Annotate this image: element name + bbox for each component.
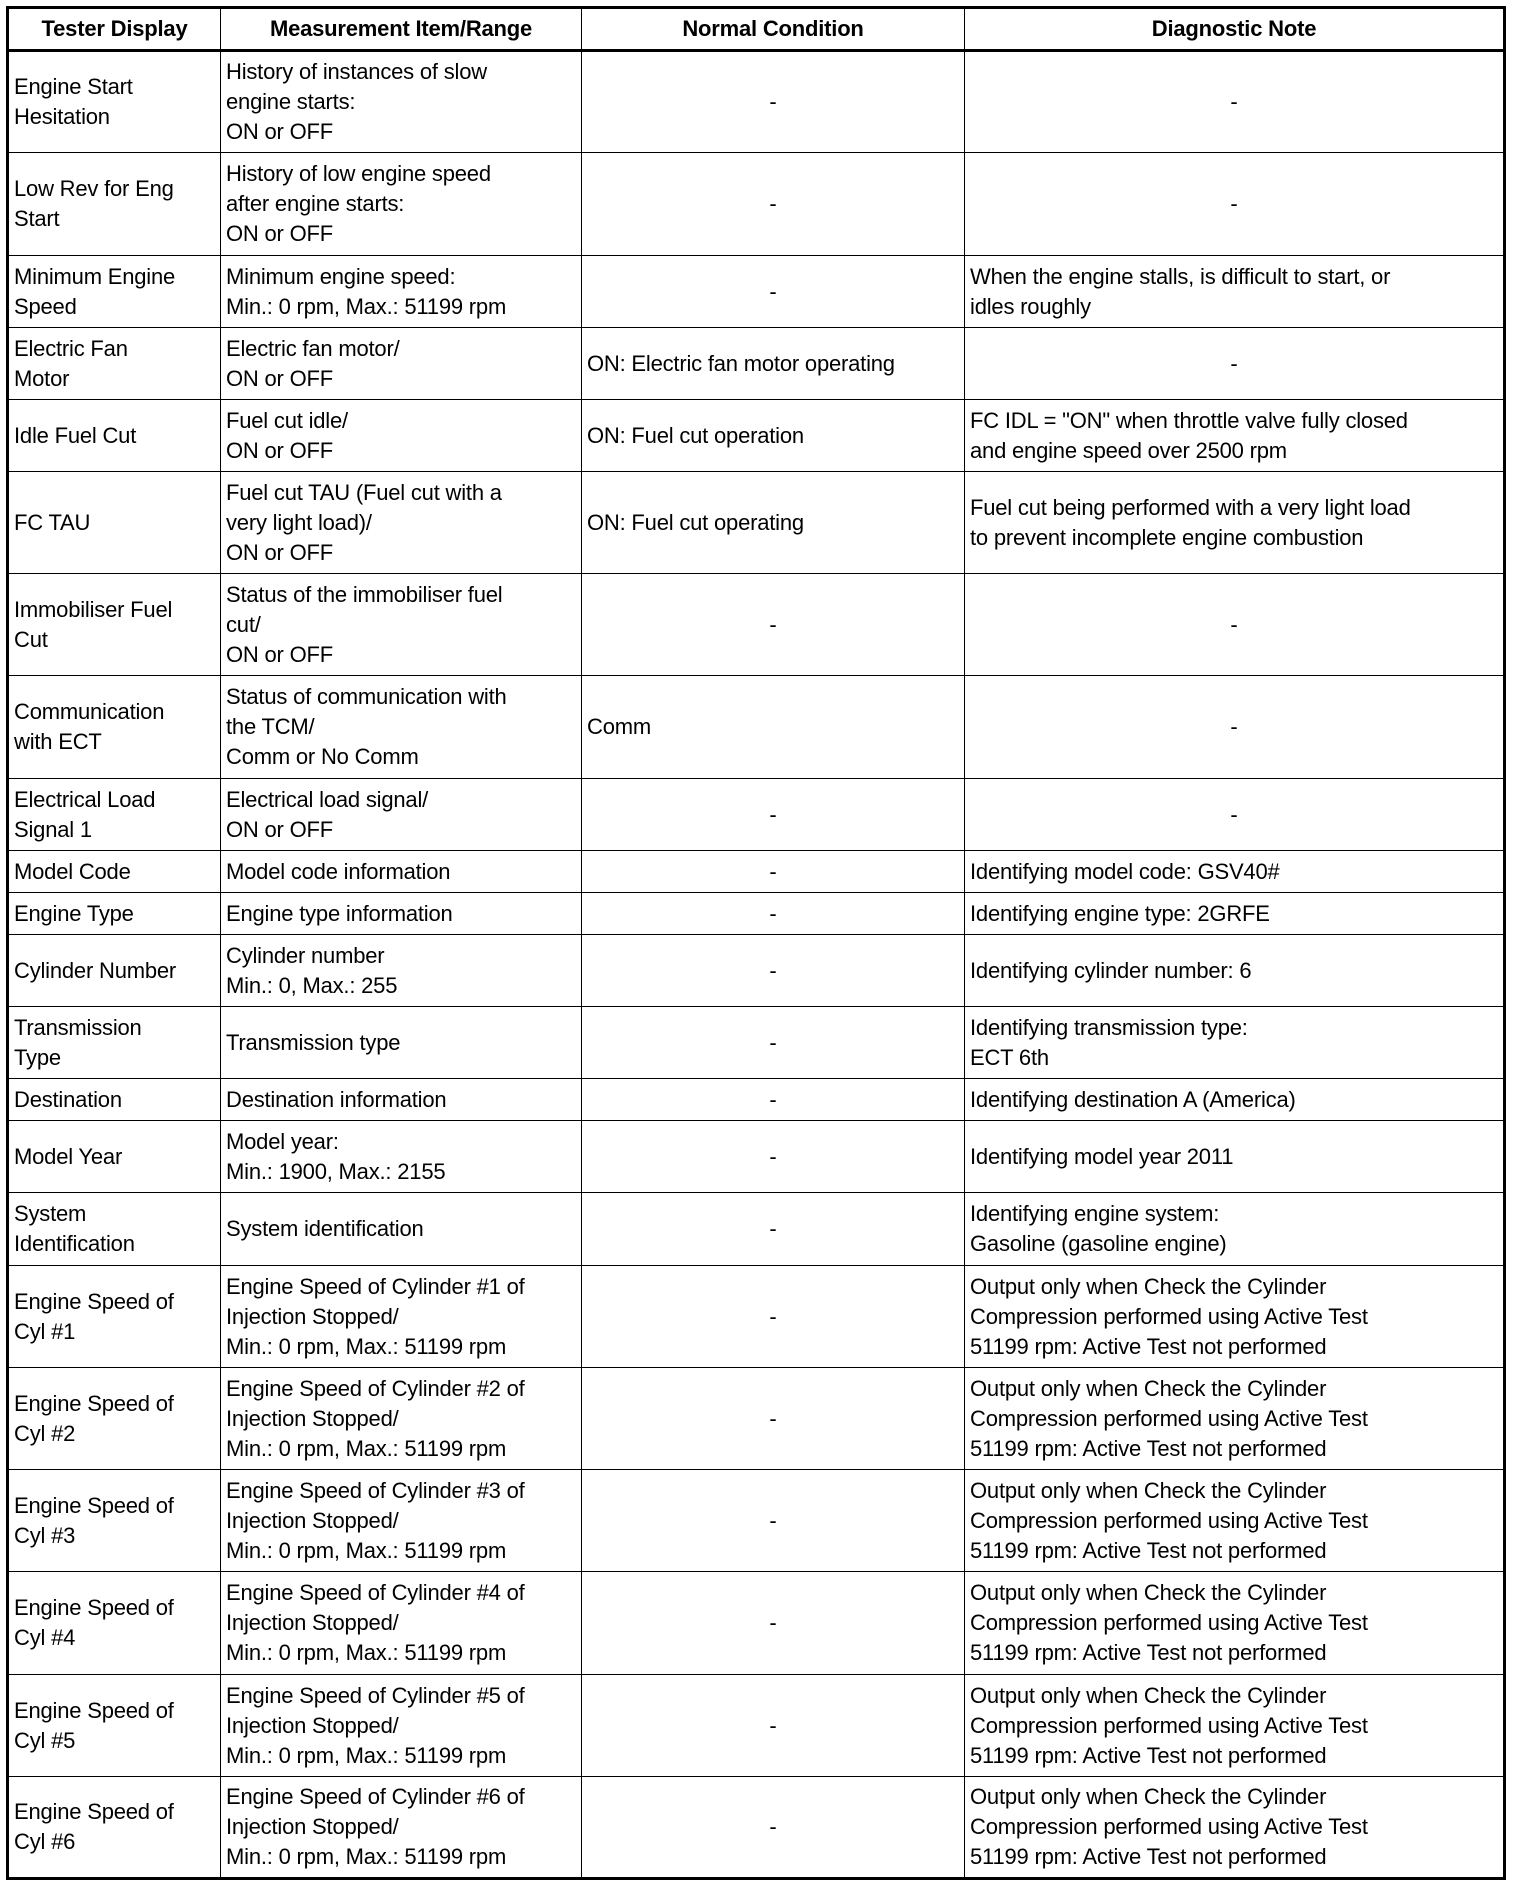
cell-tester-display: Model Code xyxy=(8,851,221,893)
cell-tester-display: Engine Speed of Cyl #6 xyxy=(8,1777,221,1879)
table-row xyxy=(8,935,1505,1007)
cell-diagnostic-note: Identifying cylinder number: 6 xyxy=(965,935,1505,1007)
cell-normal-condition: - xyxy=(582,779,965,851)
cell-measurement-item: History of low engine speed after engine starts: ON or OFF xyxy=(221,153,582,256)
table-row xyxy=(8,51,1505,153)
cell-tester-display: Low Rev for Eng Start xyxy=(8,153,221,256)
cell-diagnostic-note: Identifying engine type: 2GRFE xyxy=(965,893,1505,935)
cell-diagnostic-note: FC IDL = "ON" when throttle valve fully closed and engine speed over 2500 rpm xyxy=(965,400,1505,472)
cell-diagnostic-note: When the engine stalls, is difficult to start, or idles roughly xyxy=(965,256,1505,328)
cell-measurement-item: Model code information xyxy=(221,851,582,893)
cell-measurement-item: Status of the immobiliser fuel cut/ ON or OFF xyxy=(221,574,582,676)
table-row xyxy=(8,779,1505,851)
table-row xyxy=(8,472,1505,574)
table-row xyxy=(8,1266,1505,1368)
cell-normal-condition: ON: Fuel cut operating xyxy=(582,472,965,574)
header-measurement-item: Measurement Item/Range xyxy=(221,8,582,51)
cell-normal-condition: - xyxy=(582,574,965,676)
table-row xyxy=(8,1777,1505,1879)
cell-tester-display: Transmission Type xyxy=(8,1007,221,1079)
table-row xyxy=(8,893,1505,935)
cell-diagnostic-note: - xyxy=(965,676,1505,779)
cell-tester-display: FC TAU xyxy=(8,472,221,574)
table-row xyxy=(8,851,1505,893)
cell-measurement-item: Engine Speed of Cylinder #4 of Injection Stopped/ Min.: 0 rpm, Max.: 51199 rpm xyxy=(221,1572,582,1675)
cell-diagnostic-note: Output only when Check the Cylinder Compression performed using Active Test 51199 rpm: Active Test not performed xyxy=(965,1777,1505,1879)
table-row xyxy=(8,256,1505,328)
cell-measurement-item: Transmission type xyxy=(221,1007,582,1079)
cell-diagnostic-note: - xyxy=(965,328,1505,400)
cell-diagnostic-note: Fuel cut being performed with a very light load to prevent incomplete engine combustion xyxy=(965,472,1505,574)
table-row xyxy=(8,1079,1505,1121)
table-row xyxy=(8,153,1505,256)
cell-diagnostic-note: Output only when Check the Cylinder Compression performed using Active Test 51199 rpm: Active Test not performed xyxy=(965,1572,1505,1675)
cell-normal-condition: - xyxy=(582,893,965,935)
header-diagnostic-note: Diagnostic Note xyxy=(965,8,1505,51)
cell-normal-condition: ON: Fuel cut operation xyxy=(582,400,965,472)
cell-measurement-item: Engine Speed of Cylinder #6 of Injection Stopped/ Min.: 0 rpm, Max.: 51199 rpm xyxy=(221,1777,582,1879)
table-row xyxy=(8,400,1505,472)
cell-tester-display: Destination xyxy=(8,1079,221,1121)
cell-tester-display: Minimum Engine Speed xyxy=(8,256,221,328)
cell-measurement-item: Status of communication with the TCM/ Comm or No Comm xyxy=(221,676,582,779)
header-row xyxy=(8,8,1505,51)
cell-diagnostic-note: Identifying model year 2011 xyxy=(965,1121,1505,1193)
cell-normal-condition: - xyxy=(582,1266,965,1368)
cell-tester-display: Electric Fan Motor xyxy=(8,328,221,400)
cell-normal-condition: - xyxy=(582,935,965,1007)
cell-diagnostic-note: - xyxy=(965,153,1505,256)
table-row xyxy=(8,328,1505,400)
cell-diagnostic-note: - xyxy=(965,51,1505,153)
cell-measurement-item: Engine Speed of Cylinder #5 of Injection Stopped/ Min.: 0 rpm, Max.: 51199 rpm xyxy=(221,1675,582,1777)
cell-measurement-item: Engine Speed of Cylinder #3 of Injection Stopped/ Min.: 0 rpm, Max.: 51199 rpm xyxy=(221,1470,582,1572)
cell-diagnostic-note: Output only when Check the Cylinder Compression performed using Active Test 51199 rpm: Active Test not performed xyxy=(965,1675,1505,1777)
table-row xyxy=(8,676,1505,779)
cell-normal-condition: - xyxy=(582,153,965,256)
table-row xyxy=(8,1368,1505,1470)
cell-tester-display: Engine Speed of Cyl #3 xyxy=(8,1470,221,1572)
cell-tester-display: Communication with ECT xyxy=(8,676,221,779)
cell-normal-condition: - xyxy=(582,1368,965,1470)
table-row xyxy=(8,1470,1505,1572)
cell-measurement-item: Electrical load signal/ ON or OFF xyxy=(221,779,582,851)
table-row xyxy=(8,1572,1505,1675)
cell-measurement-item: Engine Speed of Cylinder #2 of Injection Stopped/ Min.: 0 rpm, Max.: 51199 rpm xyxy=(221,1368,582,1470)
cell-tester-display: Engine Type xyxy=(8,893,221,935)
cell-tester-display: Cylinder Number xyxy=(8,935,221,1007)
cell-diagnostic-note: - xyxy=(965,574,1505,676)
cell-measurement-item: Minimum engine speed: Min.: 0 rpm, Max.: 51199 rpm xyxy=(221,256,582,328)
cell-normal-condition: - xyxy=(582,1675,965,1777)
cell-tester-display: Engine Speed of Cyl #5 xyxy=(8,1675,221,1777)
cell-normal-condition: ON: Electric fan motor operating xyxy=(582,328,965,400)
cell-measurement-item: Destination information xyxy=(221,1079,582,1121)
cell-measurement-item: Cylinder number Min.: 0, Max.: 255 xyxy=(221,935,582,1007)
cell-measurement-item: Engine type information xyxy=(221,893,582,935)
cell-normal-condition: - xyxy=(582,1079,965,1121)
cell-measurement-item: Fuel cut idle/ ON or OFF xyxy=(221,400,582,472)
table-row xyxy=(8,1007,1505,1079)
cell-tester-display: Engine Speed of Cyl #1 xyxy=(8,1266,221,1368)
cell-diagnostic-note: Identifying transmission type: ECT 6th xyxy=(965,1007,1505,1079)
cell-diagnostic-note: - xyxy=(965,779,1505,851)
header-tester-display: Tester Display xyxy=(8,8,221,51)
table-row xyxy=(8,1193,1505,1266)
cell-normal-condition: - xyxy=(582,51,965,153)
cell-measurement-item: Engine Speed of Cylinder #1 of Injection Stopped/ Min.: 0 rpm, Max.: 51199 rpm xyxy=(221,1266,582,1368)
cell-measurement-item: Fuel cut TAU (Fuel cut with a very light load)/ ON or OFF xyxy=(221,472,582,574)
cell-measurement-item: Model year: Min.: 1900, Max.: 2155 xyxy=(221,1121,582,1193)
cell-tester-display: Engine Speed of Cyl #4 xyxy=(8,1572,221,1675)
table-row xyxy=(8,574,1505,676)
cell-normal-condition: - xyxy=(582,1121,965,1193)
cell-diagnostic-note: Output only when Check the Cylinder Compression performed using Active Test 51199 rpm: Active Test not performed xyxy=(965,1368,1505,1470)
cell-tester-display: System Identification xyxy=(8,1193,221,1266)
cell-normal-condition: Comm xyxy=(582,676,965,779)
table-row xyxy=(8,1675,1505,1777)
cell-diagnostic-note: Output only when Check the Cylinder Compression performed using Active Test 51199 rpm: Active Test not performed xyxy=(965,1266,1505,1368)
cell-diagnostic-note: Identifying engine system: Gasoline (gasoline engine) xyxy=(965,1193,1505,1266)
cell-tester-display: Idle Fuel Cut xyxy=(8,400,221,472)
cell-tester-display: Immobiliser Fuel Cut xyxy=(8,574,221,676)
cell-normal-condition: - xyxy=(582,851,965,893)
table-row xyxy=(8,1121,1505,1193)
cell-normal-condition: - xyxy=(582,1193,965,1266)
cell-diagnostic-note: Identifying model code: GSV40# xyxy=(965,851,1505,893)
cell-measurement-item: History of instances of slow engine starts: ON or OFF xyxy=(221,51,582,153)
cell-tester-display: Engine Start Hesitation xyxy=(8,51,221,153)
cell-normal-condition: - xyxy=(582,1007,965,1079)
cell-tester-display: Engine Speed of Cyl #2 xyxy=(8,1368,221,1470)
cell-measurement-item: System identification xyxy=(221,1193,582,1266)
cell-normal-condition: - xyxy=(582,1470,965,1572)
cell-diagnostic-note: Identifying destination A (America) xyxy=(965,1079,1505,1121)
data-list-table xyxy=(6,6,1506,1880)
cell-diagnostic-note: Output only when Check the Cylinder Compression performed using Active Test 51199 rpm: Active Test not performed xyxy=(965,1470,1505,1572)
cell-tester-display: Electrical Load Signal 1 xyxy=(8,779,221,851)
cell-normal-condition: - xyxy=(582,1777,965,1879)
cell-normal-condition: - xyxy=(582,256,965,328)
cell-measurement-item: Electric fan motor/ ON or OFF xyxy=(221,328,582,400)
cell-normal-condition: - xyxy=(582,1572,965,1675)
cell-tester-display: Model Year xyxy=(8,1121,221,1193)
header-normal-condition: Normal Condition xyxy=(582,8,965,51)
